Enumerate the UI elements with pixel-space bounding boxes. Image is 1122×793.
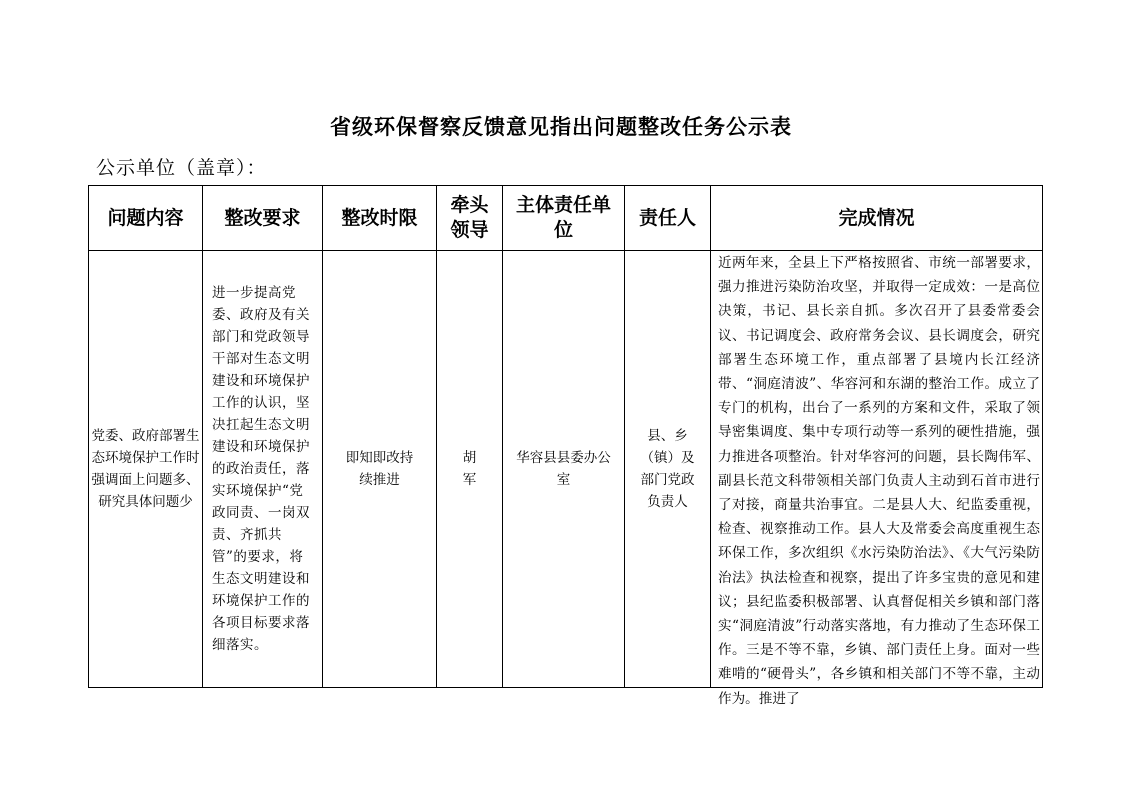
header-person: 责任人 — [625, 186, 711, 251]
header-deadline: 整改时限 — [323, 186, 437, 251]
header-problem: 问题内容 — [89, 186, 203, 251]
cell-problem: 党委、政府部署生态环境保护工作时强调面上问题多、研究具体问题少 — [89, 251, 203, 688]
header-requirement: 整改要求 — [203, 186, 323, 251]
table-row — [89, 251, 1043, 688]
cell-unit: 华容县县委办公室 — [503, 251, 625, 688]
cell-deadline: 即知即改持续推进 — [323, 251, 437, 688]
header-status: 完成情况 — [711, 186, 1043, 251]
status-text: 近两年来，全县上下严格按照省、市统一部署要求，强力推进污染防治攻坚，并取得一定成效：一是高位决策，书记、县长亲自抓。多次召开了县委常委会议、书记调度会、政府常务会议、县长调度会，研究部署生态环境工作，重点部署了县境内长江经济带、“洞庭清波”、华容河和东湖的整治工作。成立了专门的机构，出台了一系列的方案和文件，采取了领导密集调度、集中专项行动等一系列的硬性措施，强力推进各项整治。针对华容河的问题，县长陶伟军、副县长范文科带领相关部门负责人主动到石首市进行了对接，商量共治事宜。二是县人大、纪监委重视，检查、视察推动工作。县人大及常委会高度重视生态环保工作，多次组织《水污染防治法》、《大气污染防治法》执法检查和视察，提出了许多宝贵的意见和建议；县纪监委积极部署、认真督促相关乡镇和部门落实“洞庭清波”行动落实落地，有力推动了生态环保工作。三是不等不靠，乡镇、部门责任上身。面对一些难啃的“硬骨头”，各乡镇和相关部门不等不靠，主动作为。推进了 — [718, 255, 1040, 707]
cell-leader: 胡军 — [437, 251, 503, 688]
rectification-task-table — [88, 185, 1043, 707]
header-unit: 主体责任单位 — [503, 186, 625, 251]
header-leader: 牵头领导 — [437, 186, 503, 251]
cell-status — [711, 251, 1043, 707]
table-header-row — [89, 186, 1043, 251]
cell-person: 县、乡（镇）及部门党政负责人 — [625, 251, 711, 688]
document-title: 省级环保督察反馈意见指出问题整改任务公示表 — [330, 115, 792, 139]
publishing-unit-label: 公示单位（盖章）： — [96, 157, 267, 179]
cell-requirement: 进一步提高党委、政府及有关部门和党政领导干部对生态文明建设和环境保护工作的认识，坚决扛起生态文明建设和环境保护的政治责任，落实环境保护“党政同责、一岗双责、齐抓共管”的要求，将生态文明建设和环境保护工作的各项目标要求落细落实。 — [203, 251, 323, 688]
